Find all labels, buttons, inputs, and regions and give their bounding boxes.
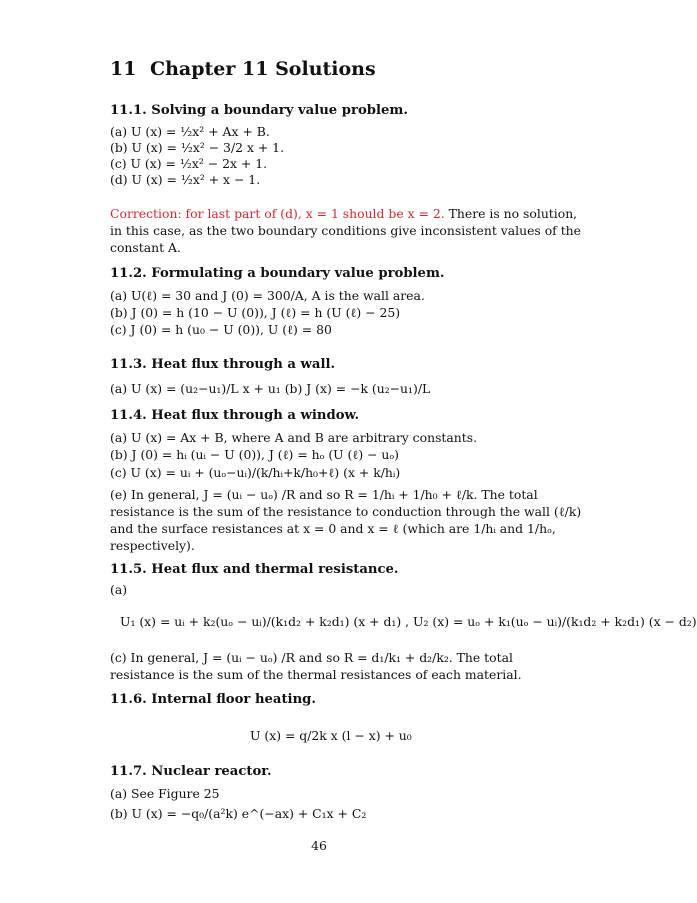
s5-a-label: (a) (110, 582, 128, 597)
section-11-1-title: 11.1. Solving a boundary value problem. (110, 103, 408, 118)
chapter-heading (110, 58, 376, 80)
chapter-number: 11 (110, 58, 137, 80)
s4-b: (b) J (0) = hᵢ (uᵢ − U (0)), J (ℓ) = hₒ (U (ℓ) − uₒ) (110, 447, 400, 462)
s4-c: (c) U (x) = uᵢ + (uₒ−uᵢ)/(k/hᵢ+k/h₀+ℓ) (x + k/hᵢ) (110, 465, 401, 480)
section-11-3-title: 11.3. Heat flux through a wall. (110, 357, 336, 372)
s4-e4: respectively). (110, 538, 195, 553)
s4-a: (a) U (x) = Ax + B, where A and B are arbitrary constants. (110, 430, 478, 445)
s2-c: (c) J (0) = h (u₀ − U (0)), U (ℓ) = 80 (110, 322, 332, 337)
section-11-6-title: 11.6. Internal floor heating. (110, 692, 316, 707)
chapter-title: Chapter 11 Solutions (150, 58, 376, 80)
s4-e3: and the surface resistances at x = 0 and x = ℓ (which are 1/hᵢ and 1/hₒ, (110, 521, 556, 536)
s1-c: (c) U (x) = ½x² − 2x + 1. (110, 156, 268, 171)
section-11-4-title: 11.4. Heat flux through a window. (110, 408, 360, 423)
s5-c2: resistance is the sum of the thermal resistances of each material. (110, 667, 522, 682)
s1-correction-line (110, 206, 577, 221)
section-11-2-title: 11.2. Formulating a boundary value problem. (110, 266, 445, 281)
s1-note1: There is no solution, (448, 206, 578, 221)
s1-correction: Correction: for last part of (d), x = 1 should be x = 2. (110, 206, 445, 221)
s7-b: (b) U (x) = −q₀/(a²k) e^(−ax) + C₁x + C₂ (110, 806, 367, 821)
s5-c1: (c) In general, J = (uᵢ − uₒ) /R and so R = d₁/k₁ + d₂/k₂. The total (110, 650, 513, 665)
s2-a: (a) U(ℓ) = 30 and J (0) = 300/A, A is the wall area. (110, 288, 425, 303)
section-11-7-title: 11.7. Nuclear reactor. (110, 764, 272, 779)
s1-note3: constant A. (110, 240, 181, 255)
s1-note2: in this case, as the two boundary conditions give inconsistent values of the (110, 223, 581, 238)
s4-e1: (e) In general, J = (uᵢ − uₒ) /R and so R = 1/hᵢ + 1/h₀ + ℓ/k. The total (110, 487, 538, 502)
s6-equation: U (x) = q/2k x (l − x) + u₀ (250, 728, 412, 743)
s4-e2: resistance is the sum of the resistance to conduction through the wall (ℓ/k) (110, 504, 582, 519)
s7-a: (a) See Figure 25 (110, 786, 220, 801)
page-number: 46 (311, 838, 327, 853)
s5-equation: U₁ (x) = uᵢ + k₂(uₒ − uᵢ)/(k₁d₂ + k₂d₁) (x + d₁) , U₂ (x) = uₒ + k₁(uₒ − uᵢ)/(k₁d₂ + k₂d₁) (x − d₂) (120, 614, 697, 629)
section-11-5-title: 11.5. Heat flux and thermal resistance. (110, 562, 399, 577)
s1-d: (d) U (x) = ½x² + x − 1. (110, 172, 261, 187)
s2-b: (b) J (0) = h (10 − U (0)), J (ℓ) = h (U (ℓ) − 25) (110, 305, 401, 320)
s3-line: (a) U (x) = (u₂−u₁)/L x + u₁ (b) J (x) = −k (u₂−u₁)/L (110, 381, 431, 396)
s1-b: (b) U (x) = ½x² − 3/2 x + 1. (110, 140, 285, 155)
s1-a: (a) U (x) = ½x² + Ax + B. (110, 124, 270, 139)
